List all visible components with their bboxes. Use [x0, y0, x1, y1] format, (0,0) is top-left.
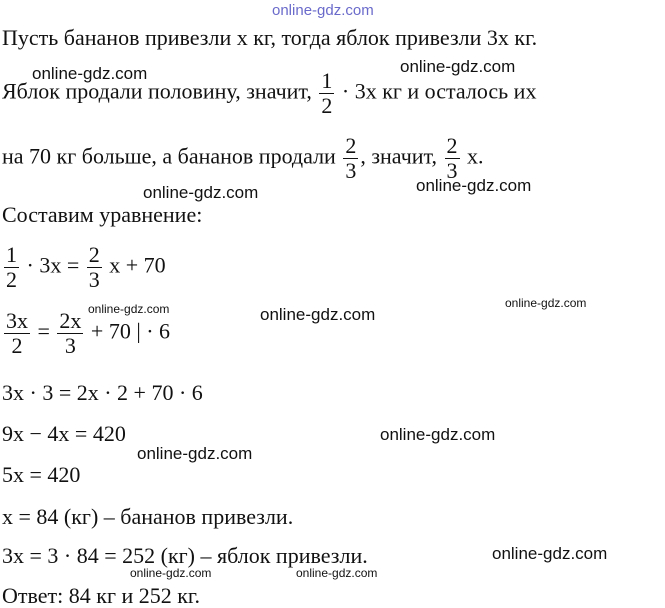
- fraction-denominator: 3: [64, 333, 76, 358]
- equation-2-mid: =: [37, 318, 50, 344]
- equation-3: 3x · 3 = 2x · 2 + 70 · 6: [2, 380, 203, 405]
- watermark-small: online-gdz.com: [88, 302, 170, 316]
- fraction-denominator: 3: [446, 158, 458, 183]
- fraction-numerator: 2: [88, 242, 100, 267]
- equation-1-end: x + 70: [109, 252, 166, 278]
- line-3-text-b: , значит,: [360, 143, 437, 169]
- fraction-denominator: 2: [11, 333, 23, 358]
- line-3-text-c: x.: [467, 143, 484, 169]
- fraction-numerator: 2x: [59, 308, 82, 333]
- watermark: online-gdz.com: [416, 176, 532, 195]
- fraction-numerator: 3x: [6, 308, 28, 333]
- fraction-two-thirds: [87, 244, 102, 291]
- fraction-two-thirds: [343, 135, 358, 182]
- fraction-numerator: 1: [321, 68, 333, 93]
- watermark: online-gdz.com: [143, 183, 259, 202]
- fraction-denominator: 2: [321, 93, 333, 118]
- watermark: online-gdz.com: [32, 64, 148, 83]
- equation-2: [2, 310, 170, 357]
- fraction-denominator: 2: [6, 267, 17, 292]
- equation-1-mid: · 3x =: [26, 252, 80, 278]
- fraction-one-half: [319, 70, 334, 117]
- equation-4: 9x − 4x = 420: [2, 421, 126, 446]
- watermark: online-gdz.com: [492, 544, 608, 563]
- fraction-numerator: 1: [6, 242, 17, 267]
- line-3-text-a: на 70 кг больше, а бананов продали: [2, 143, 336, 169]
- line-2-text-a: Яблок продали половину, значит,: [2, 78, 312, 104]
- line-2-text-b: · 3x кг и осталось их: [341, 78, 537, 104]
- watermark-small: online-gdz.com: [505, 296, 587, 310]
- equation-6: x = 84 (кг) – бананов привезли.: [2, 504, 294, 529]
- fraction-numerator: 2: [345, 133, 357, 158]
- fraction-denominator: 3: [88, 267, 100, 292]
- line-3: [2, 135, 484, 182]
- watermark-small: online-gdz.com: [130, 566, 212, 580]
- fraction-denominator: 3: [345, 158, 357, 183]
- equation-1: [2, 244, 166, 291]
- fraction-2x-over-3: [57, 310, 83, 357]
- watermark: online-gdz.com: [380, 425, 496, 444]
- watermark: online-gdz.com: [400, 57, 516, 76]
- fraction-one-half: [4, 244, 19, 291]
- equation-7: 3x = 3 · 84 = 252 (кг) – яблок привезли.: [2, 543, 368, 568]
- fraction-two-thirds-2: [445, 135, 460, 182]
- line-4: Составим уравнение:: [2, 202, 203, 227]
- answer-line: Ответ: 84 кг и 252 кг.: [2, 583, 200, 608]
- fraction-3x-over-2: [4, 310, 30, 357]
- watermark-small: online-gdz.com: [296, 566, 378, 580]
- line-1: Пусть бананов привезли x кг, тогда яблок привезли 3x кг.: [2, 25, 538, 50]
- fraction-numerator: 2: [446, 133, 458, 158]
- equation-5: 5x = 420: [2, 462, 81, 487]
- equation-2-end: + 70 | · 6: [90, 318, 171, 344]
- watermark: online-gdz.com: [137, 444, 253, 463]
- watermark-top: online-gdz.com: [272, 2, 374, 19]
- watermark: online-gdz.com: [260, 305, 376, 324]
